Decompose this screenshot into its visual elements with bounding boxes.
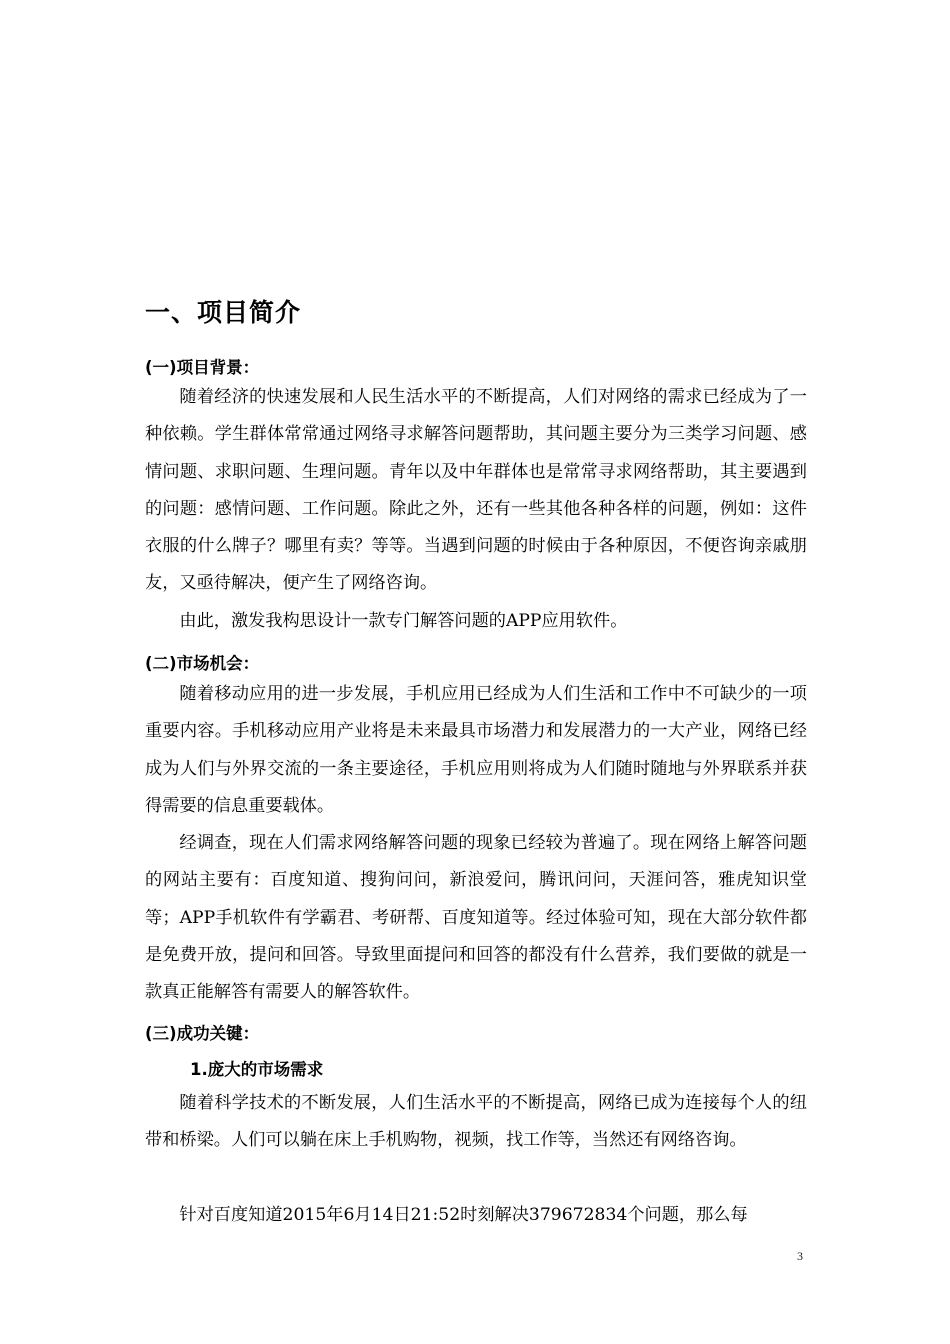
paragraph: 针对百度知道2015年6月14日21:52时刻解决379672834个问题，那么每 — [179, 1205, 748, 1225]
heading-project-background: (一)项目背景： — [145, 358, 260, 377]
heading-success-keys: (三)成功关键： — [145, 1024, 260, 1043]
paragraph: 随着经济的快速发展和人民生活水平的不断提高，人们对网络的需求已经成为了一种依赖。学生群体常常通过网络寻求解答问题帮助，其问题主要分为三类学习问题、感情问题、求职问题、生理问题。青年以及中年群体也是常常寻求网络帮助，其主要遇到的问题：感情问题、工作问题。除此之外，还有一些其他各种各样的问题，例如：这件衣服的什么牌子？哪里有卖？等等。当遇到问题的时候由于各种原因，不便咨询亲戚朋友，又亟待解决，便产生了网络咨询。 — [145, 387, 807, 594]
paragraph: 经调查，现在人们需求网络解答问题的现象已经较为普遍了。现在网络上解答问题的网站主要有：百度知道、搜狗问问，新浪爱问，腾讯问问，天涯问答，雅虎知识堂等；APP手机软件有学霸君、考研帮、百度知道等。经过体验可知，现在大部分软件都是免费开放，提问和回答。导致里面提问和回答的都没有什么营养，我们要做的就是一款真正能解答有需要人的解答软件。 — [145, 833, 807, 1003]
heading-market-opportunity: (二)市场机会： — [145, 654, 260, 673]
section-title: 一、项目简介 — [145, 298, 302, 327]
paragraph: 随着科学技术的不断发展，人们生活水平的不断提高，网络已成为连接每个人的纽带和桥梁。人们可以躺在床上手机购物，视频，找工作等，当然还有网络咨询。 — [145, 1093, 807, 1151]
page-number: 3 — [797, 1249, 803, 1263]
subheading-market-demand: 1.庞大的市场需求 — [190, 1060, 324, 1079]
paragraph: 由此，激发我构思设计一款专门解答问题的APP应用软件。 — [179, 611, 628, 631]
paragraph: 随着移动应用的进一步发展，手机应用已经成为人们生活和工作中不可缺少的一项重要内容。手机移动应用产业将是未来最具市场潜力和发展潜力的一大产业，网络已经成为人们与外界交流的一条主要途径，手机应用则将成为人们随时随地与外界联系并获得需要的信息重要载体。 — [145, 684, 807, 816]
